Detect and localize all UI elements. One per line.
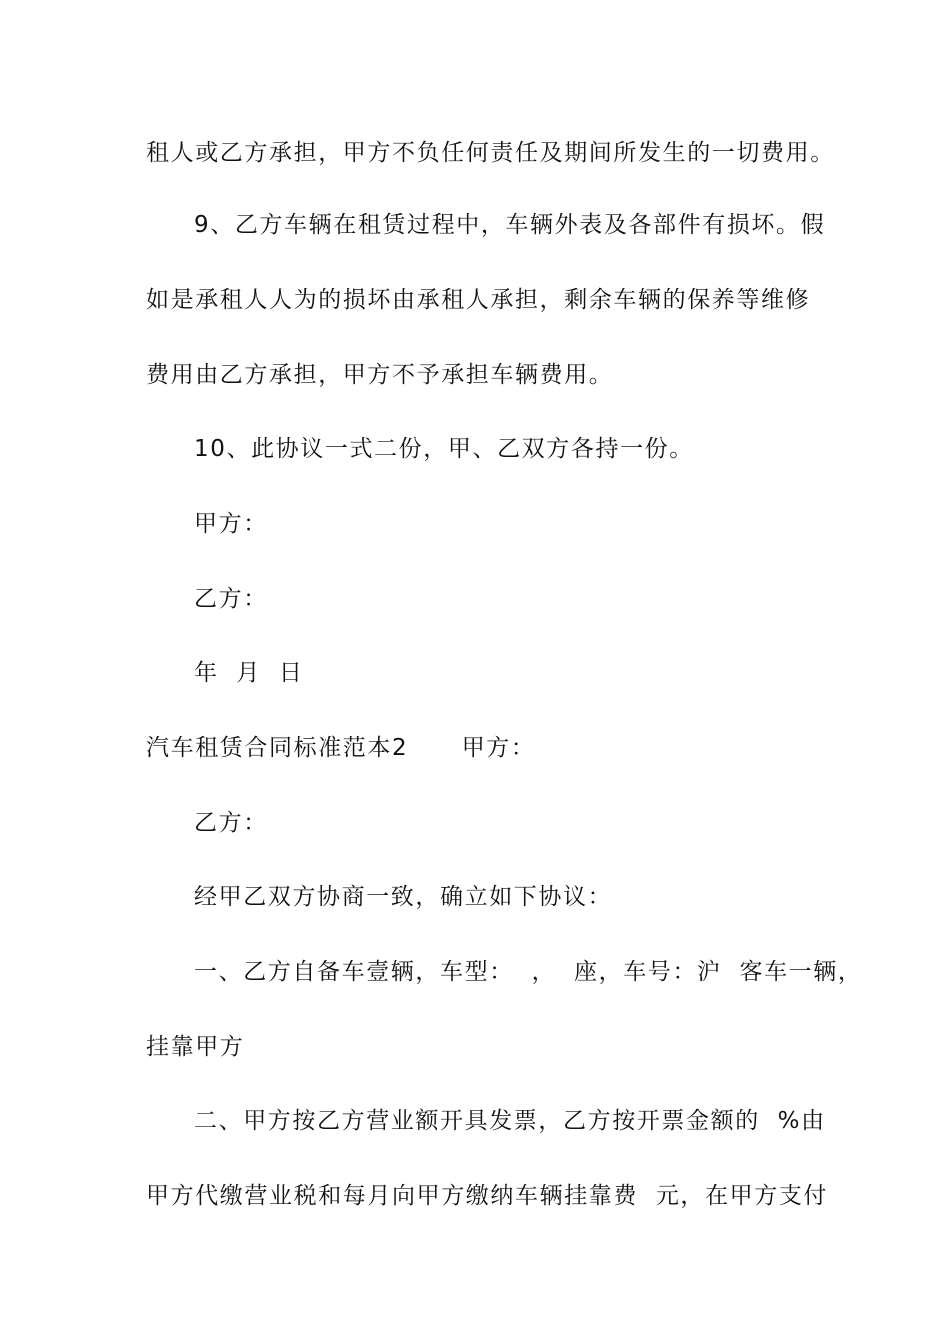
paragraph-line-11: 经甲乙双方协商一致，确立如下协议： [194,884,613,910]
paragraph-line-5: 10、此协议一式二份，甲、乙双方各持一份。 [194,436,694,462]
party-b-line: 乙方： [194,586,268,612]
paragraph-line-13: 挂靠甲方 [146,1034,245,1060]
paragraph-line-4: 费用由乙方承担，甲方不予承担车辆费用。 [146,362,614,388]
paragraph-line-3: 如是承租人人为的损坏由承租人承担，剩余车辆的保养等维修 [146,287,811,313]
date-line: 年 月 日 [194,660,304,686]
paragraph-line-14: 二、甲方按乙方营业额开具发票，乙方按开票金额的 %由 [194,1108,826,1134]
paragraph-line-2: 9、乙方车辆在租赁过程中，车辆外表及各部件有损坏。假 [194,212,826,238]
party-b-line-2: 乙方： [194,810,268,836]
paragraph-line-1: 租人或乙方承担，甲方不负任何责任及期间所发生的一切费用。 [146,140,835,166]
heading-contract-2: 汽车租赁合同标准范本2 甲方： [146,735,536,761]
paragraph-line-15: 甲方代缴营业税和每月向甲方缴纳车辆挂靠费 元，在甲方支付 [146,1183,829,1209]
party-a-line: 甲方： [194,511,268,537]
paragraph-line-12: 一、乙方自备车壹辆，车型： ， 座，车号：沪 客车一辆， [194,959,863,985]
